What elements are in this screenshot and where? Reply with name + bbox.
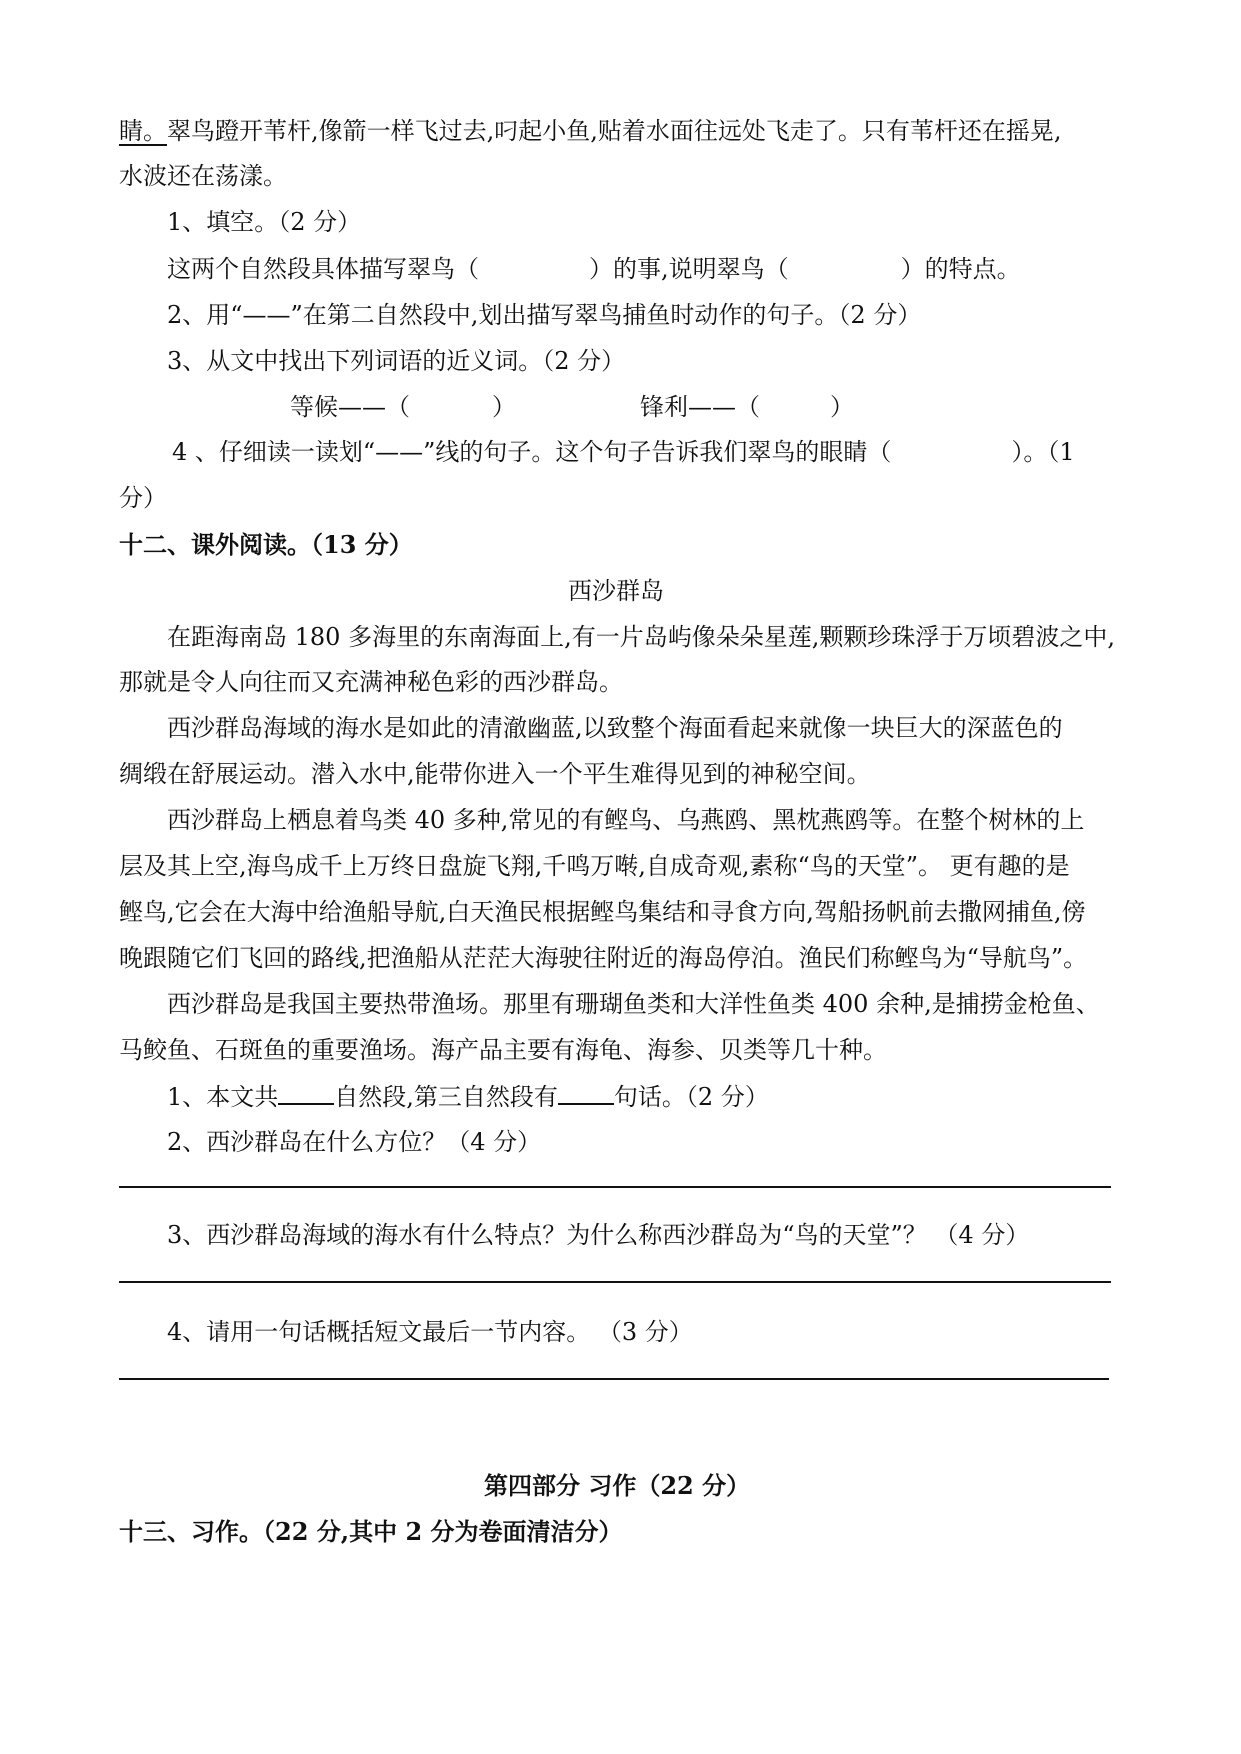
question-1-fill [167,254,1021,284]
blank-sentence-count[interactable] [558,1081,614,1105]
question-1-fill-c: ）的特点。 [900,255,1021,283]
answer-line-question-2[interactable] [119,1186,1111,1188]
blank-paragraph-count[interactable] [278,1081,334,1105]
answer-line-question-4[interactable] [119,1378,1109,1380]
section-12-question-4: 4、请用一句话概括短文最后一节内容。 （3 分） [167,1318,693,1346]
paragraph-2-line-2: 绸缎在舒展运动。潜入水中,能带你进入一个平生难得见到的神秘空间。 [119,760,871,788]
answer-line-question-3[interactable] [119,1281,1111,1283]
passage-title: 西沙群岛 [568,577,664,605]
paragraph-3-line-2: 层及其上空,海鸟成千上万终日盘旋飞翔,千鸣万啭,自成奇观,素称“鸟的天堂”。 更有趣的是 [119,852,1070,880]
paragraph-2-line-1: 西沙群岛海域的海水是如此的清澈幽蓝,以致整个海面看起来就像一块巨大的深蓝色的 [167,714,1063,742]
question-3: 3、从文中找出下列词语的近义词。（2 分） [167,347,626,375]
section-12-question-1-b: 自然段,第三自然段有 [334,1083,558,1111]
section-12-question-1-c: 句话。（2 分） [613,1083,769,1111]
paragraph-3-line-4: 晚跟随它们飞回的路线,把渔船从茫茫大海驶往附近的海岛停泊。渔民们称鲣鸟为“导航鸟”。 [119,944,1088,972]
synonym-word-1 [290,392,516,422]
question-4-a: 4 、仔细读一读划“——”线的句子。这个句子告诉我们翠鸟的眼睛（ [172,438,892,466]
section-12-heading: 十二、课外阅读。（13 分） [119,530,413,559]
paragraph-1-line-2: 那就是令人向往而又充满神秘色彩的西沙群岛。 [119,668,623,696]
section-12-question-2: 2、西沙群岛在什么方位？（4 分） [167,1128,542,1156]
synonym-word-2-close: ） [830,393,854,421]
section-13-heading: 十三、习作。（22 分,其中 2 分为卷面清洁分） [119,1517,623,1546]
synonym-word-2 [640,392,854,422]
question-4 [172,437,1075,467]
synonym-word-1-close: ） [492,393,516,421]
section-12-question-1 [167,1081,769,1112]
paragraph-4-line-1: 西沙群岛是我国主要热带渔场。那里有珊瑚鱼类和大洋性鱼类 400 余种,是捕捞金枪鱼、 [167,990,1100,1018]
question-4-cont: 分） [119,484,167,512]
question-2: 2、用“——”在第二自然段中,划出描写翠鸟捕鱼时动作的句子。（2 分） [167,301,922,329]
paragraph-4-line-2: 马鲛鱼、石斑鱼的重要渔场。海产品主要有海龟、海参、贝类等几十种。 [119,1036,887,1064]
passage-line-1 [119,116,1062,146]
question-1-fill-b: ）的事,说明翠鸟（ [589,255,789,283]
paragraph-1-line-1: 在距海南岛 180 多海里的东南海面上,有一片岛屿像朵朵星莲,颗颗珍珠浮于万顷碧波之中, [167,623,1115,651]
section-12-question-3: 3、西沙群岛海域的海水有什么特点？为什么称西沙群岛为“鸟的天堂”？ （4 分） [167,1221,1030,1249]
section-12-question-1-a: 1、本文共 [167,1083,279,1111]
question-4-b: ）。（1 [1011,438,1075,466]
part-4-heading: 第四部分 习作（22 分） [484,1471,751,1500]
synonym-word-1-label: 等候——（ [290,393,410,421]
paragraph-3-line-1: 西沙群岛上栖息着鸟类 40 多种,常见的有鲣鸟、乌燕鸥、黑枕燕鸥等。在整个树林的上 [167,806,1085,834]
synonym-word-2-label: 锋利——（ [640,393,760,421]
passage-line-2: 水波还在荡漾。 [119,162,287,190]
underlined-sentence-end: 睛。 [119,117,167,145]
paragraph-3-line-3: 鲣鸟,它会在大海中给渔船导航,白天渔民根据鲣鸟集结和寻食方向,驾船扬帆前去撒网捕鱼,傍 [119,898,1086,926]
passage-line-1-text: 翠鸟蹬开苇杆,像箭一样飞过去,叼起小鱼,贴着水面往远处飞走了。只有苇杆还在摇晃, [167,117,1062,145]
question-1: 1、填空。（2 分） [167,208,362,236]
question-1-fill-a: 这两个自然段具体描写翠鸟（ [167,255,479,283]
